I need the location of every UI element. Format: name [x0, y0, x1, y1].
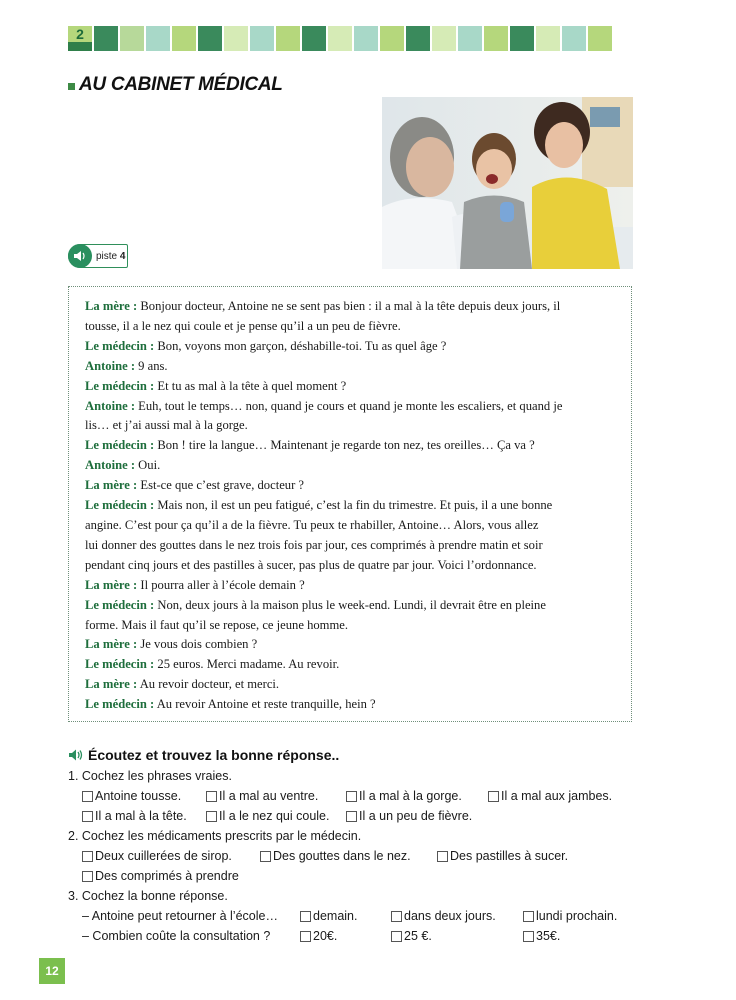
option-label: lundi prochain.: [536, 909, 618, 923]
dialogue-line: [85, 476, 617, 496]
q2-option[interactable]: [82, 866, 239, 886]
question-2-label: 2. Cochez les médicaments prescrits par le médecin.: [68, 829, 362, 843]
q2-option[interactable]: [437, 846, 568, 866]
option-label: Il a mal à la gorge.: [359, 789, 462, 803]
checkbox[interactable]: [300, 911, 311, 922]
speaker-name: Le médecin :: [85, 498, 155, 513]
q1-option[interactable]: [346, 786, 462, 806]
q1-option[interactable]: [346, 806, 472, 826]
audio-track-badge[interactable]: [68, 244, 128, 268]
option-label: Des comprimés à prendre: [95, 869, 239, 883]
speaker-name: La mère :: [85, 299, 138, 313]
dialogue-text: Il pourra aller à l’école demain ?: [137, 577, 305, 592]
band-cell: [354, 26, 378, 51]
dialogue-text: forme. Mais il faut qu’il se repose, ce jeune homme.: [85, 617, 348, 632]
audio-track-label: [96, 251, 125, 262]
dialogue-line: [85, 695, 617, 715]
band-cell: [146, 26, 170, 51]
track-word: piste: [96, 250, 118, 262]
band-cell: [484, 26, 508, 51]
speaker-name: Le médecin :: [85, 697, 155, 712]
q1-option[interactable]: [82, 786, 181, 806]
dialogue-line: [85, 496, 617, 516]
speaker-name: La mère :: [85, 577, 138, 592]
q3-a-prompt: – Antoine peut retourner à l’école…: [82, 909, 278, 923]
option-label: demain.: [313, 909, 358, 923]
band-cell: [302, 26, 326, 51]
dialogue-text: Et tu as mal à la tête à quel moment ?: [154, 378, 347, 393]
q3-b-prompt: – Combien coûte la consultation ?: [82, 929, 271, 943]
band-cell: [458, 26, 482, 51]
unit-number: 2: [76, 26, 84, 42]
band-cell: [120, 26, 144, 51]
speaker-name: Le médecin :: [85, 597, 155, 612]
checkbox[interactable]: [82, 791, 93, 802]
speaker-name: Le médecin :: [85, 338, 155, 353]
dialogue-line: [85, 675, 617, 695]
dialogue-line: [85, 397, 617, 417]
checkbox[interactable]: [391, 931, 402, 942]
chapter-color-band: [68, 26, 612, 51]
band-cell: [224, 26, 248, 51]
dialogue-line: [85, 576, 617, 596]
band-cell: [172, 26, 196, 51]
checkbox[interactable]: [346, 811, 357, 822]
band-cell: [406, 26, 430, 51]
checkbox[interactable]: [206, 791, 217, 802]
checkbox[interactable]: [523, 931, 534, 942]
dialogue-line: [85, 616, 617, 636]
dialogue-text: 9 ans.: [135, 358, 168, 373]
speaker-name: Antoine :: [85, 458, 136, 473]
dialogue-line: [85, 456, 617, 476]
band-cell: [276, 26, 300, 51]
dialogue-text: tousse, il a le nez qui coule et je pense qu’il a un peu de fièvre.: [85, 318, 401, 333]
q3-b-option[interactable]: [300, 926, 337, 946]
dialogue-line: [85, 297, 617, 317]
option-label: dans deux jours.: [404, 909, 496, 923]
option-label: Il a mal à la tête.: [95, 809, 187, 823]
option-label: Il a un peu de fièvre.: [359, 809, 473, 823]
option-label: Il a mal aux jambes.: [501, 789, 613, 803]
q3-a-option[interactable]: [391, 906, 496, 926]
option-label: 20€.: [313, 929, 338, 943]
dialogue-line: [85, 416, 617, 436]
dialogue-line: [85, 536, 617, 556]
option-label: Il a mal au ventre.: [219, 789, 319, 803]
q2-option[interactable]: [260, 846, 411, 866]
option-label: 35€.: [536, 929, 561, 943]
dialogue-text: lui donner des gouttes dans le nez trois fois par jour, ces comprimés à prendre matin et soir: [85, 537, 543, 552]
option-label: Des pastilles à sucer.: [450, 849, 569, 863]
dialogue-text: Mais non, il est un peu fatigué, c’est la fin du trimestre. Et puis, il a une bonne: [154, 498, 553, 513]
band-cell: [198, 26, 222, 51]
dialogue-text: 25 euros. Merci madame. Au revoir.: [154, 657, 340, 672]
checkbox[interactable]: [206, 811, 217, 822]
checkbox[interactable]: [488, 791, 499, 802]
listen-icon: [68, 748, 84, 762]
checkbox[interactable]: [260, 851, 271, 862]
page-number: 12: [39, 958, 65, 984]
q2-option[interactable]: [82, 846, 232, 866]
dialogue-text: Au revoir Antoine et reste tranquille, hein ?: [154, 697, 376, 712]
dialogue-line: [85, 436, 617, 456]
dialogue-text: angine. C’est pour ça qu’il a de la fièvre. Tu peux te rhabiller, Antoine… Alors, vous allez: [85, 517, 539, 532]
option-label: Antoine tousse.: [95, 789, 182, 803]
dialogue-line: [85, 317, 617, 337]
dialogue-text: Bon ! tire la langue… Maintenant je regarde ton nez, tes oreilles… Ça va ?: [154, 438, 535, 453]
q1-option[interactable]: [488, 786, 612, 806]
exercise-title: Écoutez et trouvez la bonne réponse..: [88, 747, 340, 763]
dialogue-text: Oui.: [135, 458, 161, 473]
dialogue-line: [85, 516, 617, 536]
dialogue-line: [85, 357, 617, 377]
question-3-label: 3. Cochez la bonne réponse.: [68, 889, 228, 903]
option-label: Deux cuillerées de sirop.: [95, 849, 232, 863]
dialogue-text: Je vous dois combien ?: [137, 637, 258, 652]
dialogue-text: Au revoir docteur, et merci.: [137, 677, 280, 692]
speaker-name: La mère :: [85, 677, 138, 692]
q3-b-option[interactable]: [391, 926, 432, 946]
dialogue-box: [68, 286, 632, 722]
q1-option[interactable]: [82, 806, 187, 826]
speaker-name: Antoine :: [85, 358, 136, 373]
dialogue-text: Bonjour docteur, Antoine ne se sent pas bien : il a mal à la tête depuis deux jours, il: [137, 299, 561, 313]
dialogue-line: [85, 655, 617, 675]
unit-number-badge: [68, 26, 92, 51]
page-title: AU CABINET MÉDICAL: [79, 74, 283, 95]
checkbox[interactable]: [391, 911, 402, 922]
band-cell: [432, 26, 456, 51]
dialogue-line: [85, 596, 617, 616]
speaker-name: La mère :: [85, 478, 138, 493]
speaker-name: Le médecin :: [85, 378, 155, 393]
checkbox[interactable]: [82, 851, 93, 862]
option-label: Des gouttes dans le nez.: [273, 849, 411, 863]
title-bullet: [68, 83, 75, 90]
speaker-name: La mère :: [85, 637, 138, 652]
dialogue-text: Bon, voyons mon garçon, déshabille-toi. Tu as quel âge ?: [154, 338, 447, 353]
checkbox[interactable]: [523, 911, 534, 922]
dialogue-line: [85, 337, 617, 357]
option-label: Il a le nez qui coule.: [219, 809, 330, 823]
dialogue-line: [85, 377, 617, 397]
dialogue-text: Euh, tout le temps… non, quand je cours et quand je monte les escaliers, et quand je: [135, 398, 563, 413]
speaker-name: Antoine :: [85, 398, 136, 413]
dialogue-text: pendant cinq jours et des pastilles à sucer, pas plus de quatre par jour. Voici l’ordonnance.: [85, 557, 537, 572]
dialogue-text: lis… et j’ai aussi mal à la gorge.: [85, 418, 248, 433]
band-cell: [94, 26, 118, 51]
speaker-icon: [68, 244, 92, 268]
checkbox[interactable]: [82, 811, 93, 822]
track-number: 4: [119, 250, 126, 262]
q1-option[interactable]: [206, 786, 318, 806]
dialogue-text: Est-ce que c’est grave, docteur ?: [137, 478, 305, 493]
band-cell: [588, 26, 612, 51]
checkbox[interactable]: [346, 791, 357, 802]
speaker-name: Le médecin :: [85, 657, 155, 672]
band-cell: [380, 26, 404, 51]
title-block: [68, 74, 283, 96]
band-cell: [536, 26, 560, 51]
band-cell: [250, 26, 274, 51]
exercise-header: [68, 745, 668, 765]
band-cell: [328, 26, 352, 51]
q3-a-option[interactable]: [523, 906, 617, 926]
dialogue-line: [85, 635, 617, 655]
option-label: 25 €.: [404, 929, 432, 943]
question-1-label: 1. Cochez les phrases vraies.: [68, 769, 232, 783]
band-cell: [562, 26, 586, 51]
checkbox[interactable]: [300, 931, 311, 942]
speaker-name: Le médecin :: [85, 438, 155, 453]
q1-option[interactable]: [206, 806, 330, 826]
dialogue-line: [85, 556, 617, 576]
dialogue-text: Non, deux jours à la maison plus le week-end. Lundi, il devrait être en pleine: [154, 597, 546, 612]
q3-a-option[interactable]: [300, 906, 357, 926]
band-cell: [510, 26, 534, 51]
exercise-section: [68, 745, 668, 943]
q3-b-option[interactable]: [523, 926, 560, 946]
checkbox[interactable]: [82, 871, 93, 882]
checkbox[interactable]: [437, 851, 448, 862]
doctor-visit-photo: [382, 97, 633, 269]
